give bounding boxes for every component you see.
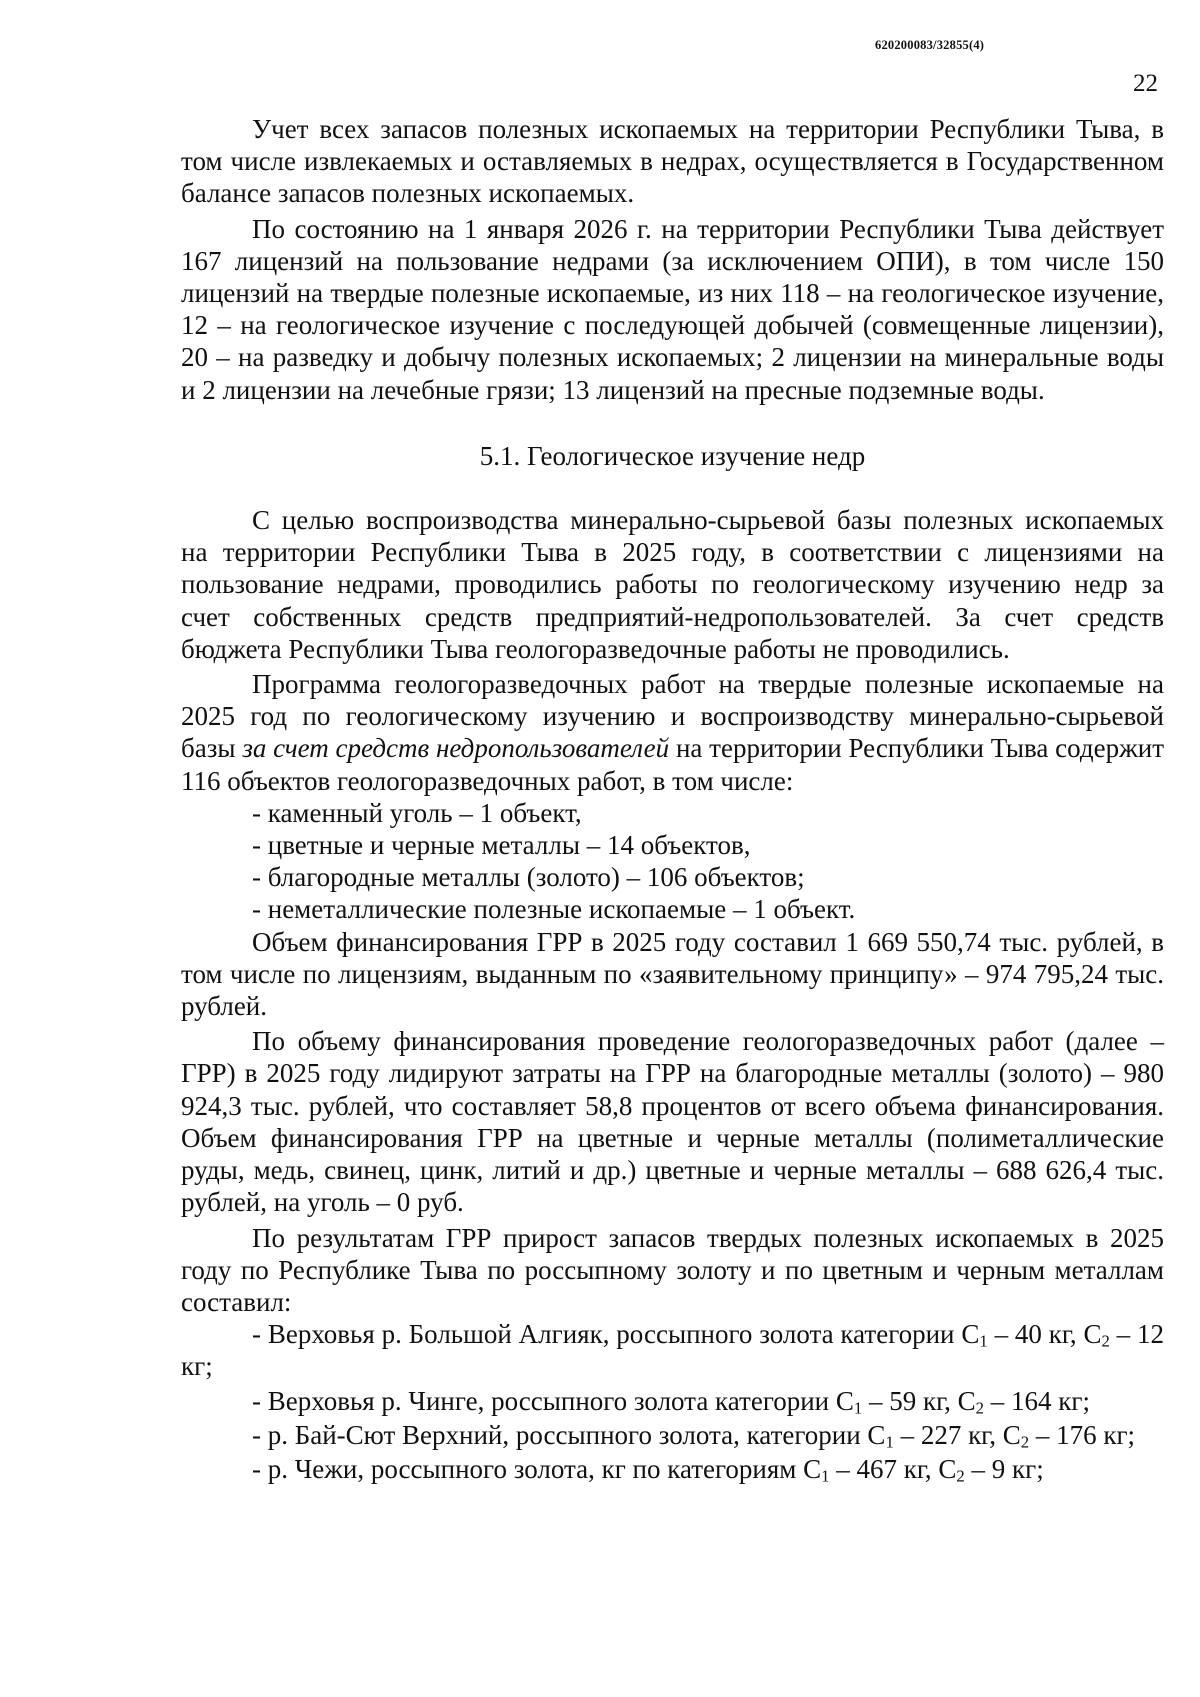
subscript: 1 [821, 1466, 830, 1486]
reserve-text: – 12 кг; [181, 1319, 1165, 1382]
subscript: 1 [885, 1432, 894, 1452]
page-number: 22 [1133, 70, 1158, 97]
document-id: 620200083/32855(4) [875, 38, 985, 52]
reserve-text: - р. Чежи, россыпного золота, кг по категориям C [252, 1453, 822, 1484]
reserve-text: – 59 кг, C [862, 1385, 976, 1416]
program-text-before: Программа геологоразведочных работ на твердые полезные ископаемые на 2025 год по геологическому изучению и воспроизводству минерально-сырьевой базы [181, 669, 1164, 764]
reserve-text: - Верховья р. Чинге, россыпного золота категории C [252, 1385, 854, 1416]
document-body [181, 113, 1164, 1485]
list-item: - цветные и черные металлы – 14 объектов, [252, 830, 751, 861]
list-item [181, 1318, 1164, 1382]
reserve-text: – 467 кг, C [829, 1453, 957, 1484]
reserve-text: - Верховья р. Большой Алгияк, россыпного золота категории C [252, 1319, 980, 1350]
list-item [181, 1453, 1164, 1485]
paragraph-reserves-accounting: Учет всех запасов полезных ископаемых на территории Республики Тыва, в том числе извлекаемых и оставляемых в недрах, осуществляется в Государственном балансе запасов полезных ископаемых. [181, 114, 1164, 209]
list-item: - каменный уголь – 1 объект, [252, 797, 582, 828]
paragraph-funding-volume: По объему финансирования проведение геологоразведочных работ (далее – ГРР) в 2025 году лидируют затраты на ГРР на благородные металлы (золото) – 980 924,3 тыс. рублей, что составляет 58,8 процентов от всего объема финансирования. Объем финансирования ГРР на цветные и черные металлы (полиметаллические руды, медь, свинец, цинк, литий и др.) цветные и черные металлы – 688 626,4 тыс. рублей, на уголь – 0 руб. [181, 1026, 1164, 1218]
reserve-text: – 227 кг, C [893, 1419, 1021, 1450]
list-item: - благородные металлы (золото) – 106 объектов; [252, 862, 805, 893]
subscript: 2 [956, 1466, 965, 1486]
objects-list [181, 797, 1164, 926]
list-item: - неметаллические полезные ископаемые – 1 объект. [252, 894, 856, 925]
list-item [181, 1419, 1164, 1451]
section-heading: 5.1. Геологическое изучение недр [479, 440, 866, 471]
reserve-text: – 40 кг, C [987, 1319, 1102, 1350]
subscript: 2 [1020, 1432, 1030, 1452]
paragraph-licenses: По состоянию на 1 января 2026 г. на территории Республики Тыва действует 167 лицензий на пользование недрами (за исключением ОПИ), в том числе 150 лицензий на твердые полезные ископаемые, из них 118 – на геологическое изучение, 12 – на геологическое изучение с последующей добычей (совмещенные лицензии), 20 – на разведку и добычу полезных ископаемых; 2 лицензии на минеральные воды и 2 лицензии на лечебные грязи; 13 лицензий на пресные подземные воды. [181, 213, 1164, 405]
reserves-list [181, 1318, 1164, 1485]
subscript: 2 [1101, 1331, 1110, 1351]
subscript: 1 [853, 1398, 863, 1418]
reserve-text: – 9 кг; [964, 1453, 1044, 1484]
subscript: 1 [979, 1331, 988, 1351]
reserve-text: – 164 кг; [984, 1385, 1090, 1416]
paragraph-funding: Объем финансирования ГРР в 2025 году составил 1 669 550,74 тыс. рублей, в том числе по лицензиям, выданным по «заявительному принципу» – 974 795,24 тыс. рублей. [181, 926, 1164, 1022]
subscript: 2 [975, 1398, 985, 1418]
paragraph-results: По результатам ГРР прирост запасов твердых полезных ископаемых в 2025 году по Республике Тыва по россыпному золоту и по цветным и черным металлам составил: [181, 1222, 1164, 1317]
list-item [181, 1385, 1164, 1417]
paragraph-purpose: С целью воспроизводства минерально-сырьевой базы полезных ископаемых на территории Республики Тыва в 2025 году, в соответствии с лицензиями на пользование недрами, проводились работы по геологическому изучению недр за счет собственных средств предприятий-недропользователей. За счет средств бюджета Республики Тыва геологоразведочные работы не проводились. [181, 505, 1164, 664]
reserve-text: – 176 кг; [1029, 1419, 1136, 1450]
reserve-text: - р. Бай-Сют Верхний, россыпного золота, категории C [252, 1419, 886, 1450]
paragraph-program [181, 668, 1164, 797]
program-text-italic: за счет средств недропользователей [242, 733, 670, 764]
program-text-after: на территории Республики Тыва содержит 116 объектов геологоразведочных работ, в том числе: [181, 733, 1165, 796]
